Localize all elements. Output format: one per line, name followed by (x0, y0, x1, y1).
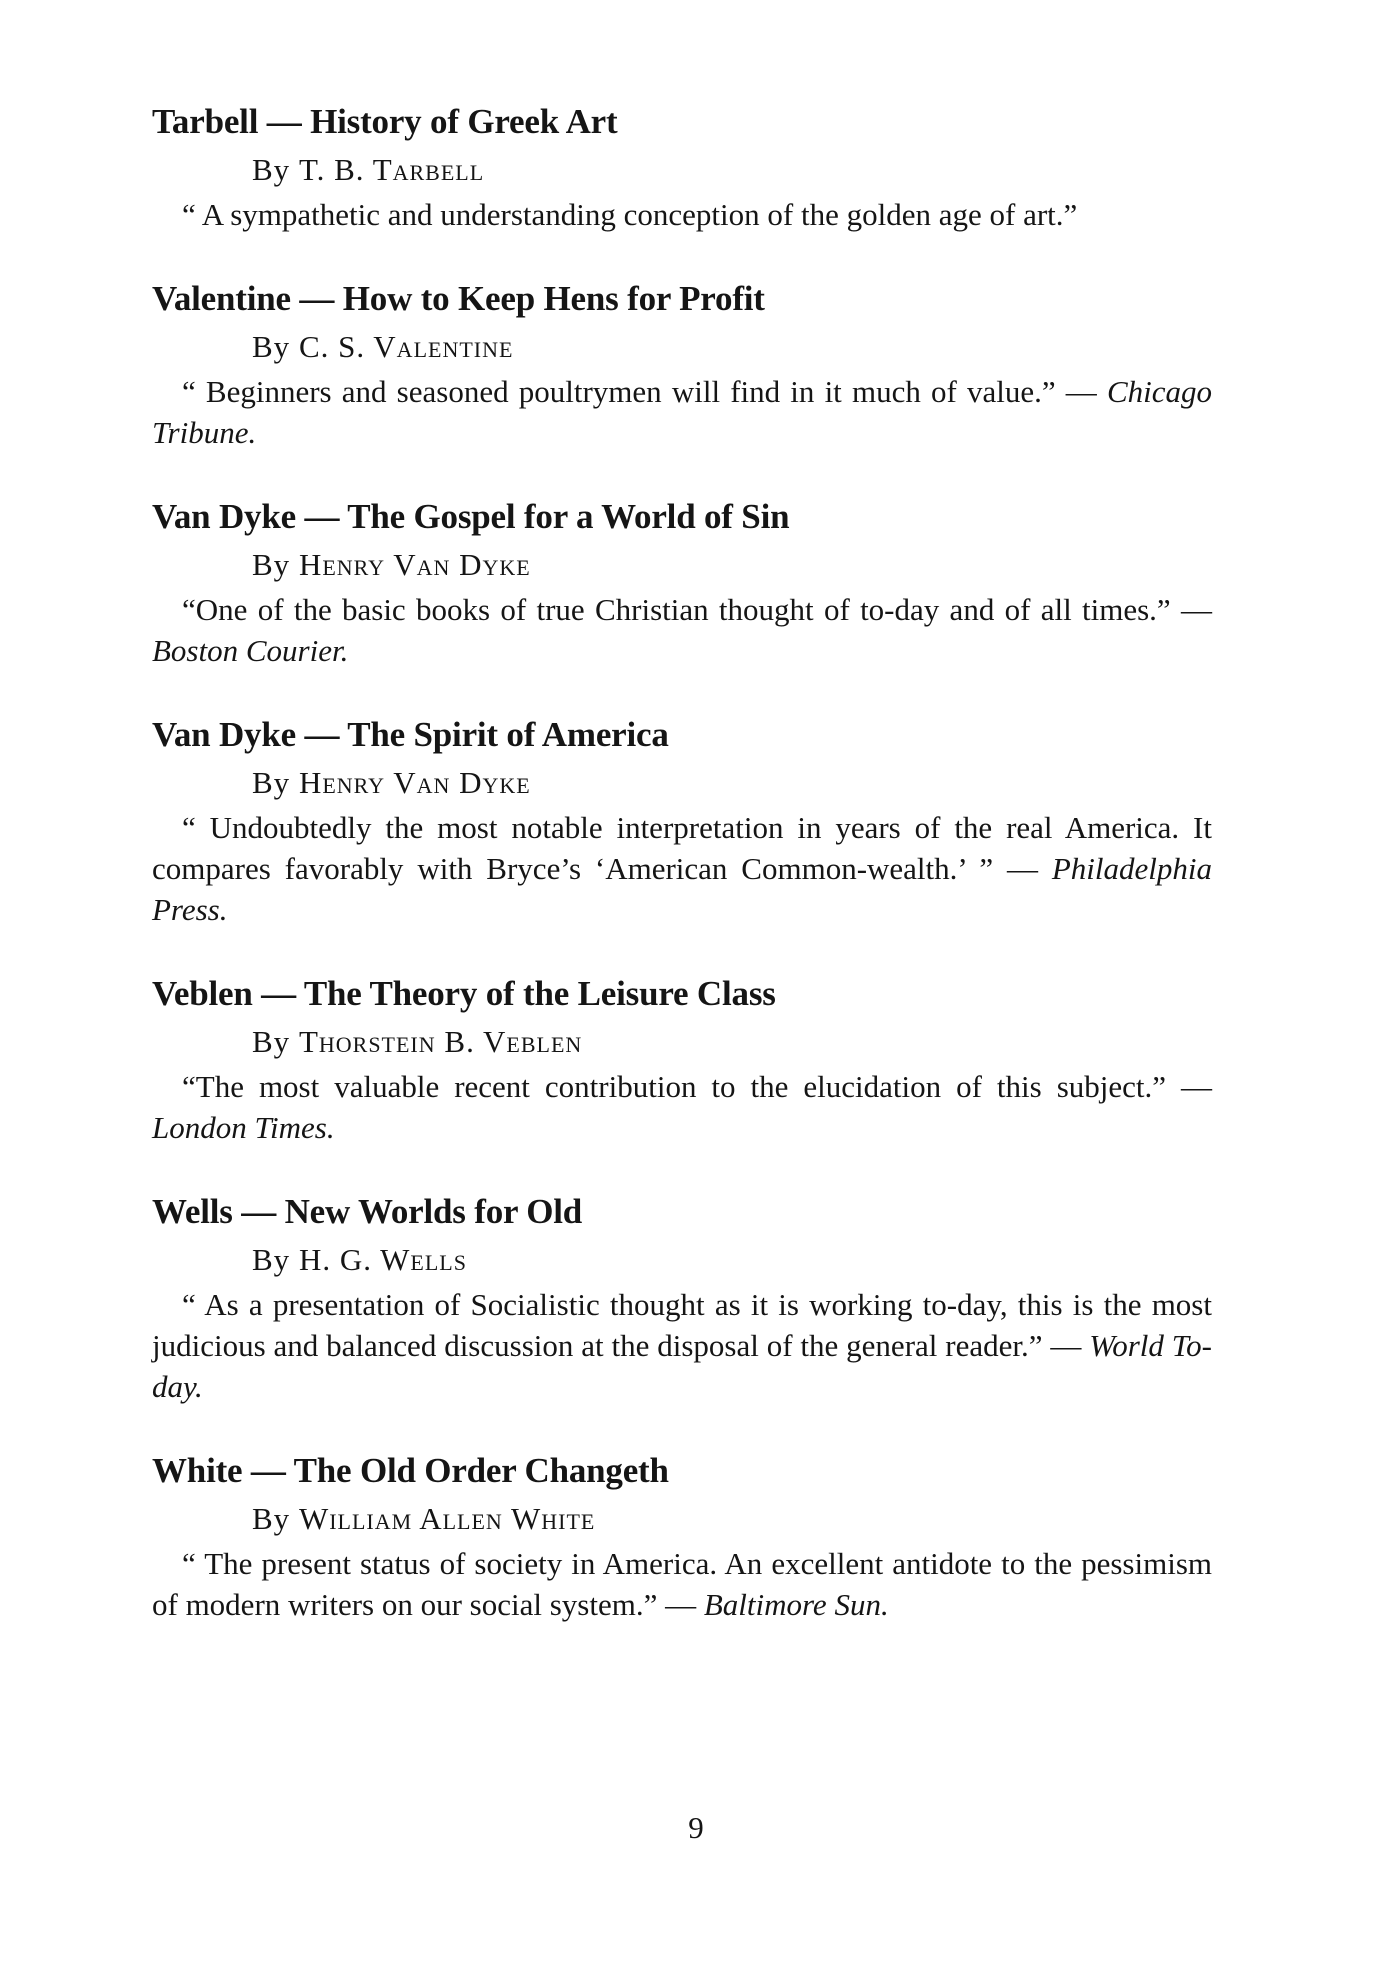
review-source: Baltimore Sun. (703, 1587, 889, 1622)
author-name: Henry Van Dyke (298, 765, 531, 800)
entry-byline (252, 545, 1212, 585)
book-list (152, 100, 1212, 1667)
by-label: By (252, 1501, 291, 1536)
review-source: London Times. (152, 1110, 335, 1145)
review-quote: “ Beginners and seasoned poultrymen will find in it much of value.” — (182, 374, 1097, 409)
entry-byline (252, 1499, 1212, 1539)
book-entry-white (152, 1449, 1212, 1625)
book-entry-van-dyke-gospel (152, 495, 1212, 671)
by-label: By (252, 329, 291, 364)
entry-heading: Valentine — How to Keep Hens for Profit (152, 279, 765, 318)
entry-review (152, 1543, 1212, 1625)
author-name: C. S. Valentine (298, 329, 514, 364)
review-source: Philadelphia Press. (152, 851, 1213, 927)
review-quote: “ Undoubtedly the most notable interpretation in years of the real America. It compares favorably with Bryce’s ‘American Common-wealth.’ ” — (152, 810, 1212, 886)
entry-heading: Wells — New Worlds for Old (152, 1192, 583, 1231)
review-quote: “ As a presentation of Socialistic thought as it is working to-day, this is the most judicious and balanced discussion at the disposal of the general reader.” — (152, 1287, 1212, 1363)
book-entry-tarbell (152, 100, 1212, 235)
review-quote: “ A sympathetic and understanding conception of the golden age of art.” (182, 197, 1078, 232)
entry-byline (252, 150, 1212, 190)
entry-review (152, 1284, 1212, 1407)
book-entry-valentine (152, 277, 1212, 453)
book-entry-veblen (152, 972, 1212, 1148)
review-quote: “One of the basic books of true Christian thought of to-day and of all times.” — (182, 592, 1212, 627)
entry-heading: Tarbell — History of Greek Art (152, 102, 618, 141)
author-name: William Allen White (298, 1501, 596, 1536)
by-label: By (252, 1242, 291, 1277)
page-number: 9 (688, 1810, 704, 1845)
entry-review (152, 1066, 1212, 1148)
review-source: World To-day. (152, 1328, 1212, 1404)
entry-byline (252, 1240, 1212, 1280)
author-name: T. B. Tarbell (298, 152, 485, 187)
entry-review (152, 589, 1212, 671)
book-entry-wells (152, 1190, 1212, 1407)
entry-byline (252, 1022, 1212, 1062)
review-source: Boston Courier. (152, 633, 349, 668)
entry-heading: Van Dyke — The Gospel for a World of Sin (152, 497, 790, 536)
entry-review (152, 371, 1212, 453)
book-entry-van-dyke-spirit (152, 713, 1212, 930)
by-label: By (252, 765, 291, 800)
entry-heading: Van Dyke — The Spirit of America (152, 715, 669, 754)
by-label: By (252, 547, 291, 582)
author-name: Thorstein B. Veblen (298, 1024, 583, 1059)
author-name: H. G. Wells (298, 1242, 467, 1277)
entry-review (152, 194, 1212, 235)
entry-byline (252, 763, 1212, 803)
entry-review (152, 807, 1212, 930)
by-label: By (252, 1024, 291, 1059)
entry-heading: Veblen — The Theory of the Leisure Class (152, 974, 776, 1013)
by-label: By (252, 152, 291, 187)
author-name: Henry Van Dyke (298, 547, 531, 582)
entry-byline (252, 327, 1212, 367)
review-quote: “The most valuable recent contribution to the elucidation of this subject.” — (182, 1069, 1212, 1104)
entry-heading: White — The Old Order Changeth (152, 1451, 669, 1490)
review-source: Chicago Tribune. (152, 374, 1213, 450)
review-quote: “ The present status of society in America. An excellent antidote to the pessimism of modern writers on our social system.” — (152, 1546, 1212, 1622)
